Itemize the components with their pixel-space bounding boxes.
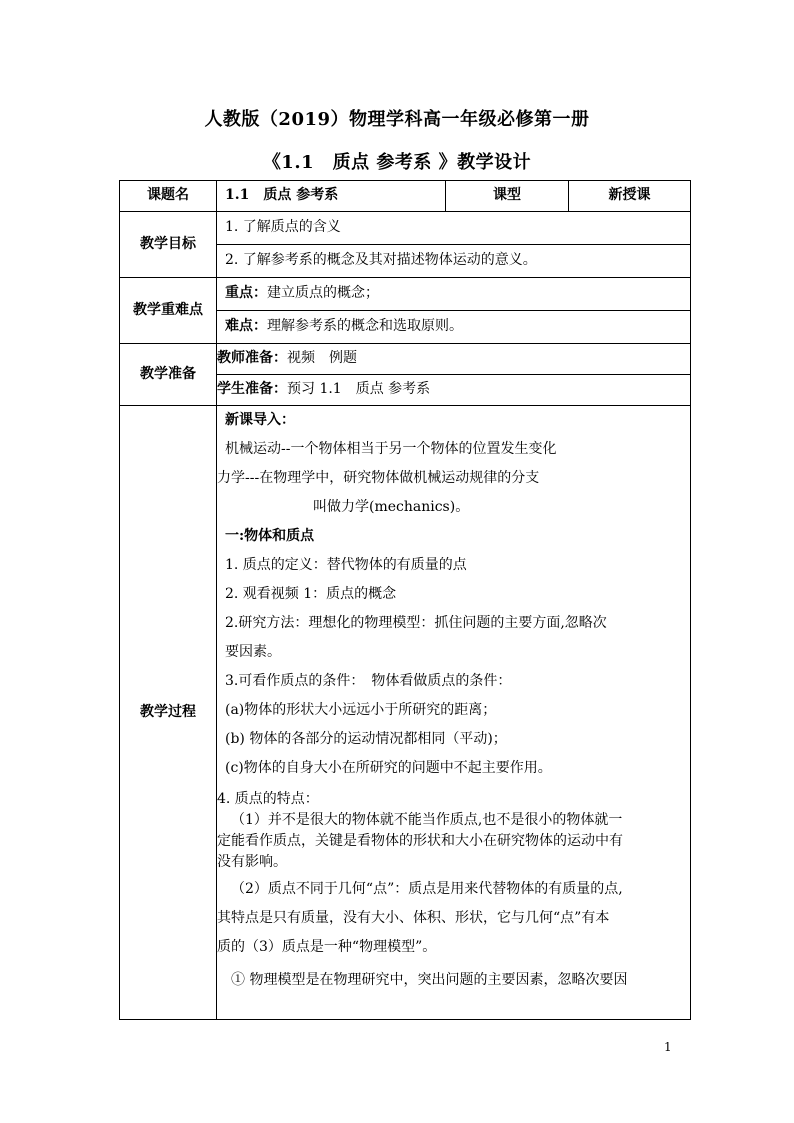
section-heading: 一:物体和质点 (225, 528, 315, 544)
teacher-prep-text: 视频 例题 (287, 350, 357, 367)
intro-line: 叫做力学(mechanics)。 (313, 499, 470, 515)
feature-line: （2）质点不同于几何“点”：质点是用来代替物体的有质量的点, (231, 881, 623, 897)
lesson-name-value: 1.1 质点 参考系 (217, 181, 446, 212)
process-content (217, 406, 691, 1020)
lesson-plan-table (119, 180, 691, 1020)
intro-line: 机械运动--一个物体相当于另一个物体的位置发生变化 (225, 441, 557, 457)
teacher-prep-row (217, 344, 691, 375)
feature-line: 定能看作质点，关键是看物体的形状和大小在研究物体的运动中有 (217, 833, 623, 849)
document-subtitle: 《1.1 质点 参考系 》教学设计 (262, 152, 532, 173)
difficulty-text: 理解参考系的概念和选取原则。 (267, 318, 463, 335)
student-prep-label: 学生准备： (217, 381, 287, 398)
key-point-text: 建立质点的概念； (267, 285, 379, 302)
objectives-label: 教学目标 (120, 212, 217, 278)
condition-item: (a)物体的形状大小远远小于所研究的距离； (225, 702, 497, 718)
feature-line: 质的（3）质点是一种“物理模型”。 (217, 939, 437, 955)
teacher-prep-label: 教师准备： (217, 350, 287, 367)
key-point-row (217, 278, 691, 311)
list-item: 要因素。 (225, 644, 281, 660)
prep-label: 教学准备 (120, 344, 217, 406)
intro-heading: 新课导入： (225, 412, 295, 428)
difficulty-row (217, 311, 691, 344)
lesson-type-label: 课型 (446, 181, 569, 212)
feature-line: 没有影响。 (217, 854, 287, 870)
document-title: 人教版（2019）物理学科高一年级必修第一册 (204, 109, 590, 130)
process-label: 教学过程 (120, 406, 217, 1020)
list-item: 2.研究方法：理想化的物理模型：抓住问题的主要方面,忽略次 (225, 615, 607, 631)
objective-item: 2. 了解参考系的概念及其对描述物体运动的意义。 (217, 245, 691, 278)
student-prep-text: 预习 1.1 质点 参考系 (287, 381, 431, 398)
list-item: 3.可看作质点的条件： 物体看做质点的条件： (225, 673, 512, 689)
feature-line: 其特点是只有质量，没有大小、体积、形状，它与几何“点”有本 (217, 910, 610, 926)
list-item: 2. 观看视频 1：质点的概念 (225, 586, 397, 602)
lesson-name-label: 课题名 (120, 181, 217, 212)
objective-item: 1. 了解质点的含义 (217, 212, 691, 245)
difficulty-label: 难点： (225, 318, 267, 335)
key-points-label: 教学重难点 (120, 278, 217, 344)
condition-item: (c)物体的自身大小在所研究的问题中不起主要作用。 (225, 760, 552, 776)
feature-line: （1）并不是很大的物体就不能当作质点,也不是很小的物体就一 (231, 812, 623, 828)
intro-line: 力学---在物理学中，研究物体做机械运动规律的分支 (217, 470, 540, 486)
feature-line: ① 物理模型是在物理研究中，突出问题的主要因素，忽略次要因 (231, 972, 628, 988)
list-item: 4. 质点的特点： (217, 791, 319, 807)
key-point-label: 重点： (225, 285, 267, 302)
list-item: 1. 质点的定义：替代物体的有质量的点 (225, 557, 467, 573)
page-number: 1 (664, 1040, 672, 1054)
lesson-type-value: 新授课 (569, 181, 691, 212)
student-prep-row (217, 375, 691, 406)
condition-item: (b) 物体的各部分的运动情况都相同（平动)； (225, 731, 507, 747)
